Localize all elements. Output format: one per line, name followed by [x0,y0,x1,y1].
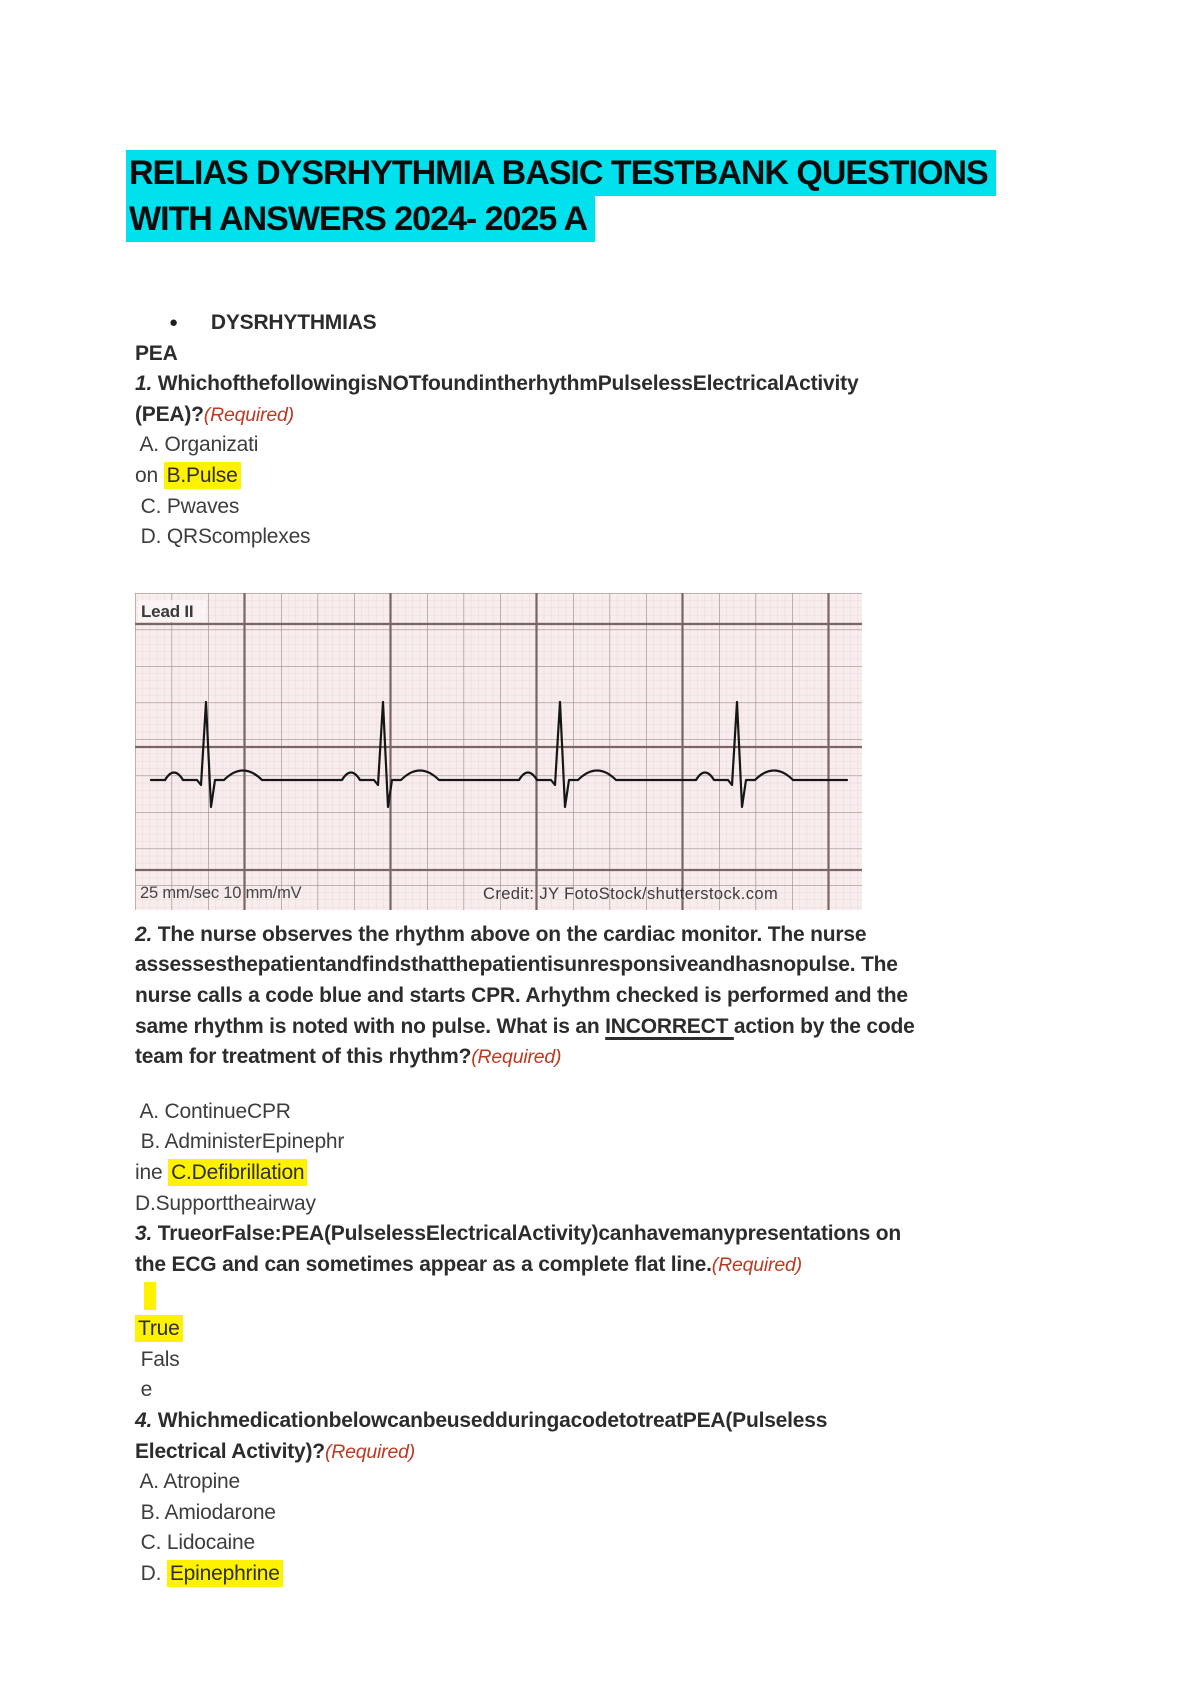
highlighted-text: B.Pulse [164,462,241,489]
text-line [135,400,1070,431]
required-label: (Required) [471,1046,562,1069]
text-run: same rhythm is noted with no pulse. What is an [135,1014,606,1038]
text-run: team for treatment of this rhythm? [135,1045,472,1069]
text-line [135,1345,1070,1376]
text-run: nurse calls a code blue and starts CPR. Arhythm checked is performed and the [135,983,908,1007]
text-line [135,1158,1070,1189]
text-run: on [135,463,164,487]
text-line [135,1528,1070,1559]
text-run: 2. [135,922,153,946]
text-line [135,308,1070,339]
text-line [135,430,1070,461]
text-line [135,522,1070,553]
text-line [135,1189,1070,1220]
text-line [135,492,1070,523]
required-label: (Required) [711,1253,802,1276]
text-line [135,920,1070,951]
document-body [135,308,1070,1590]
text-run: 4. [135,1409,153,1433]
text-run: TrueorFalse:PEA(PulselessElectricalActivity)canhavemanypresentations on [152,1222,902,1246]
highlight-mark [144,1282,156,1310]
bullet-icon: ● [169,314,178,331]
text-line [135,1406,1070,1437]
highlighted-text: True [135,1315,183,1342]
text-line [135,1314,1070,1345]
ecg-svg [135,593,862,910]
text-line [135,1097,1070,1128]
ecg-credit-label: Credit: JY FotoStock/shutterstock.com [483,884,779,903]
text-line [135,1437,1070,1468]
ecg-lead-label: Lead II [141,601,194,621]
text-run: C. Pwaves [135,494,240,518]
text-run: 1. [135,372,153,396]
text-line [135,1219,1070,1250]
text-line [135,1375,1070,1406]
text-line [135,1250,1070,1281]
text-run: action by the code [733,1014,915,1038]
text-run: e [135,1378,153,1402]
document-title [126,150,1031,242]
text-run: D. QRScomplexes [135,525,311,549]
text-run: A. Organizati [135,433,259,457]
text-run: WhichofthefollowingisNOTfoundintherhythmPulselessElectricalActivity [152,372,859,396]
text-run: D.Supporttheairway [135,1191,316,1215]
document-title-highlight: RELIAS DYSRHYTHMIA BASIC TESTBANK QUESTIONS WITH ANSWERS 2024- 2025 A [126,150,996,242]
text-run: The nurse observes the rhythm above on the cardiac monitor. The nurse [152,922,867,946]
text-line [135,369,1070,400]
highlighted-text: Epinephrine [167,1560,283,1587]
text-run: WhichmedicationbelowcanbeusedduringacodetotreatPEA(Pulseless [152,1409,828,1433]
highlighted-text: C.Defibrillation [168,1159,307,1186]
text-run: B. Amiodarone [135,1500,276,1524]
text-run: DYSRHYTHMIAS [210,311,377,334]
text-run: A. Atropine [135,1470,241,1494]
text-line [135,1467,1070,1498]
text-run: D. [135,1562,167,1586]
text-line [135,339,1070,370]
text-line [135,1498,1070,1529]
ecg-strip-image [135,593,862,910]
text-run: assessesthepatientandfindsthatthepatientisunresponsiveandhasnopulse. The [135,953,898,977]
required-label: (Required) [324,1440,416,1463]
text-line [135,1012,1070,1043]
underlined-text: INCORRECT [605,1014,734,1038]
required-label: (Required) [203,403,294,426]
text-line [135,1559,1070,1590]
text-line [135,981,1070,1012]
text-line [135,1042,1070,1073]
text-run: (PEA)? [135,402,204,426]
text-run: ine [135,1160,169,1184]
ecg-calibration-label: 25 mm/sec 10 mm/mV [140,883,302,902]
question-1-block [135,308,1070,553]
text-run: C. Lidocaine [135,1531,255,1555]
text-run: A. ContinueCPR [135,1099,291,1123]
text-line [135,1280,1070,1314]
text-run: Fals [135,1347,180,1371]
text-run: 3. [135,1222,153,1246]
text-run: Electrical Activity)? [135,1439,325,1463]
text-line [135,461,1070,492]
text-line [135,1127,1070,1158]
text-run: PEA [135,341,178,365]
text-run: B. AdministerEpinephr [135,1130,345,1154]
questions-2-4-block [135,920,1070,1590]
text-line [135,950,1070,981]
text-run: the ECG and can sometimes appear as a complete flat line. [135,1252,712,1276]
